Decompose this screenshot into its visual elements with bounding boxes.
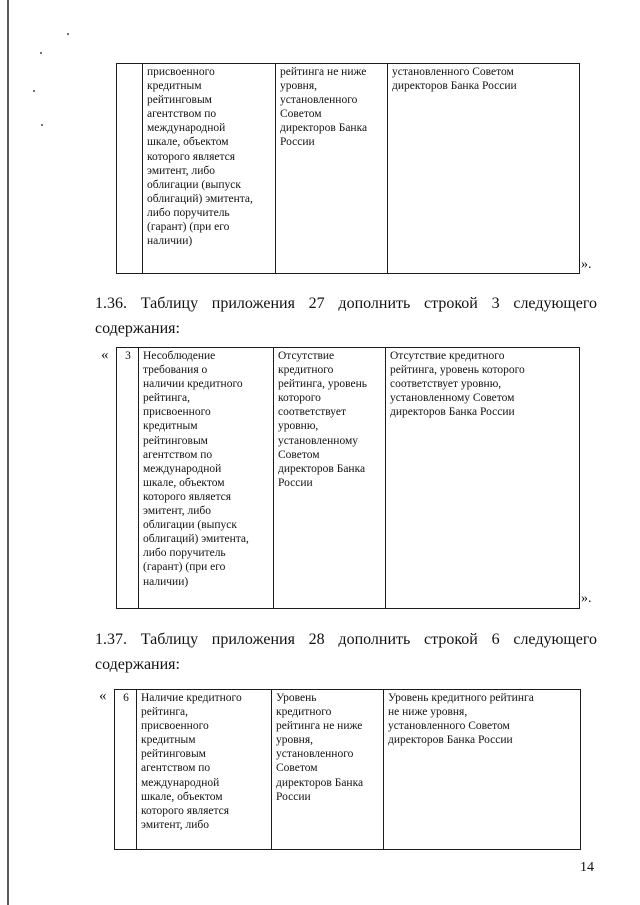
- opening-quote: «: [99, 688, 107, 704]
- closing-quote: ».: [581, 591, 592, 606]
- paragraph-1-36: 1.36. Таблицу приложения 27 дополнить строкой 3 следующего: [95, 295, 597, 312]
- description-cell: Отсутствие кредитного рейтинга, уровень которого соответствует уровню, установленному Советом директоров Банка России: [386, 348, 580, 609]
- criterion-cell: рейтинга не ниже уровня, установленного Советом директоров Банка России: [276, 64, 388, 274]
- condition-cell: Несоблюдение требования о наличии кредитного рейтинга, присвоенного кредитным рейтинговым агентством по международной шкале, объектом которого является эмитент, либо облигации (выпуск облигаций) эмитента, либо поручитель (гарант) (при его наличии): [139, 348, 274, 609]
- continued-table: [116, 63, 580, 274]
- page-number: 14: [580, 860, 594, 875]
- row-number-cell: 6: [115, 690, 137, 850]
- appendix-27-table: [116, 347, 580, 609]
- paragraph-1-37: 1.37. Таблицу приложения 28 дополнить строкой 6 следующего: [95, 631, 597, 648]
- number-cell: [117, 64, 143, 274]
- paragraph-1-37-continuation: содержания:: [95, 656, 180, 673]
- condition-cell: Наличие кредитного рейтинга, присвоенного кредитным рейтинговым агентством по международной шкале, объектом которого является эмитент, либо: [137, 690, 272, 850]
- paragraph-1-36-continuation: содержания:: [95, 320, 180, 337]
- scan-edge-line: [7, 0, 9, 905]
- scan-speck: [41, 124, 43, 126]
- scan-speck: [40, 52, 42, 54]
- scan-speck: [67, 33, 69, 35]
- description-cell: установленного Советом директоров Банка России: [388, 64, 580, 274]
- condition-cell: присвоенного кредитным рейтинговым агентством по международной шкале, объектом которого является эмитент, либо облигации (выпуск облигаций) эмитента, либо поручитель (гарант) (при его наличии): [143, 64, 276, 274]
- criterion-cell: Отсутствие кредитного рейтинга, уровень которого соответствует уровню, установленному Советом директоров Банка России: [274, 348, 386, 609]
- scan-speck: [33, 90, 35, 92]
- row-number-cell: 3: [117, 348, 139, 609]
- closing-quote: ».: [581, 257, 592, 272]
- criterion-cell: Уровень кредитного рейтинга не ниже уровня, установленного Советом директоров Банка России: [272, 690, 384, 850]
- appendix-28-table: [114, 689, 581, 850]
- description-cell: Уровень кредитного рейтинга не ниже уровня, установленного Советом директоров Банка России: [384, 690, 581, 850]
- opening-quote: «: [101, 347, 109, 363]
